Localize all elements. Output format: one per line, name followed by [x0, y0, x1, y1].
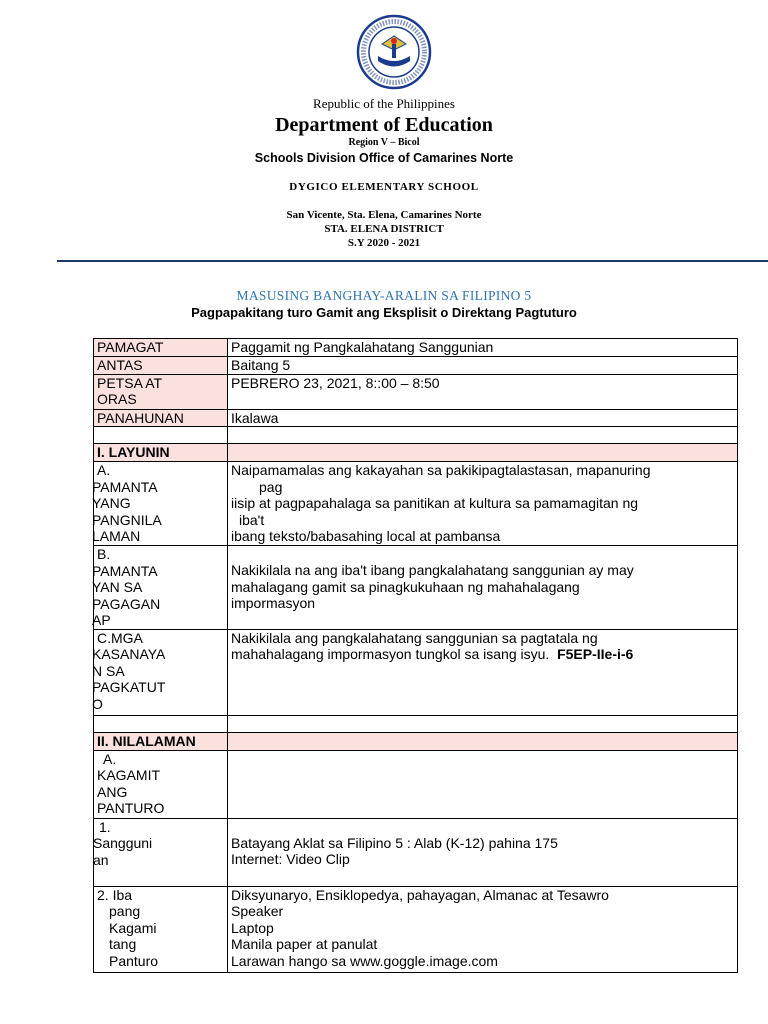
- nilalaman-heading: II. NILALAMAN: [94, 732, 228, 750]
- row-petsa: [94, 374, 738, 409]
- region-line: Region V – Bicol: [348, 137, 420, 148]
- panahunan-value: Ikalawa: [228, 409, 738, 427]
- header-divider: [57, 260, 768, 262]
- row-kasanayan-sa-pagkatuto: [94, 629, 738, 715]
- sanggunian-label: 1. Sangguni an: [94, 818, 228, 886]
- petsa-label-line-2: ORAS: [97, 391, 137, 407]
- republic-line: Republic of the Philippines: [313, 96, 455, 111]
- antas-value: Baitang 5: [228, 357, 738, 375]
- row-nilalaman-heading: [94, 732, 738, 750]
- department-name: Department of Education: [275, 114, 493, 136]
- school-address: San Vicente, Sta. Elena, Camarines Norte: [286, 209, 482, 221]
- school-name: DYGICO ELEMENTARY SCHOOL: [289, 181, 479, 193]
- sanggunian-value: Batayang Aklat sa Filipino 5 : Alab (K-12) pahina 175 Internet: Video Clip: [228, 818, 738, 886]
- row-kagamitang-panturo: [94, 750, 738, 818]
- division-office: Schools Division Office of Camarines Norte: [254, 151, 514, 165]
- row-sanggunian: [94, 818, 738, 886]
- kasanayan-sa-pagkatuto-label: C.MGA KASANAYA N SA PAGKATUT O: [94, 629, 228, 715]
- iba-pang-kagamitang-panturo-label: 2. Iba pang Kagami tang Panturo: [94, 886, 228, 972]
- antas-label: ANTAS: [94, 357, 228, 375]
- pamantayan-sa-pagaganap-value: Nakikilala na ang iba't ibang pangkalahatang sanggunian ay may mahalagang gamit sa pinagkukuhaan ng mahahalagang impormasyon: [228, 546, 738, 630]
- row-iba-pang-kagamitang-panturo: [94, 886, 738, 972]
- row-pamantayang-pangnilalaman: [94, 462, 738, 546]
- layunin-heading: I. LAYUNIN: [94, 444, 228, 462]
- pamagat-label: PAMAGAT: [94, 339, 228, 357]
- kagamitang-panturo-label: A. KAGAMIT ANG PANTURO: [94, 750, 228, 818]
- lesson-plan-table: [93, 338, 738, 973]
- iba-pang-kagamitang-panturo-value: Diksyunaryo, Ensiklopedya, pahayagan, Almanac at Tesawro Speaker Laptop Manila paper at panulat Larawan hango sa www.goggle.image.com: [228, 886, 738, 972]
- petsa-value: PEBRERO 23, 2021, 8::00 – 8:50: [228, 374, 738, 409]
- row-pamantayan-sa-pagaganap: [94, 546, 738, 630]
- pamagat-value: Paggamit ng Pangkalahatang Sanggunian: [228, 339, 738, 357]
- competency-code: F5EP-IIe-i-6: [557, 646, 634, 662]
- district-line: STA. ELENA DISTRICT: [324, 223, 444, 235]
- school-year: S.Y 2020 - 2021: [347, 237, 421, 249]
- row-antas: [94, 357, 738, 375]
- document-title: MASUSING BANGHAY-ARALIN SA FILIPINO 5: [236, 288, 532, 303]
- row-layunin-heading: [94, 444, 738, 462]
- pamantayan-sa-pagaganap-label: B. PAMANTA YAN SA PAGAGAN AP: [94, 546, 228, 630]
- petsa-label-line-1: PETSA AT: [97, 374, 163, 391]
- pamantayang-pangnilalaman-label: A. PAMANTA YANG PANGNILA LAMAN: [94, 462, 228, 546]
- empty-row: [94, 427, 738, 444]
- row-pamagat: [94, 339, 738, 357]
- deped-seal-logo: [356, 14, 432, 90]
- document-subtitle: Pagpapakitang turo Gamit ang Eksplisit o Direktang Pagtuturo: [191, 305, 577, 320]
- panahunan-label: PANAHUNAN: [94, 409, 228, 427]
- petsa-label: [94, 374, 228, 409]
- empty-row: [94, 715, 738, 732]
- kasanayan-sa-pagkatuto-value: Nakikilala ang pangkalahatang sanggunian sa pagtatala ng mahahalagang impormasyon tungkol sa isang isyu. F5EP-IIe-i-6: [228, 629, 738, 715]
- pamantayang-pangnilalaman-value: Naipamamalas ang kakayahan sa pakikipagtalastasan, mapanuring pag iisip at pagpapahalaga sa panitikan at kultura sa pamamagitan ng iba't ibang teksto/babasahing local at pambansa: [228, 462, 738, 546]
- row-panahunan: [94, 409, 738, 427]
